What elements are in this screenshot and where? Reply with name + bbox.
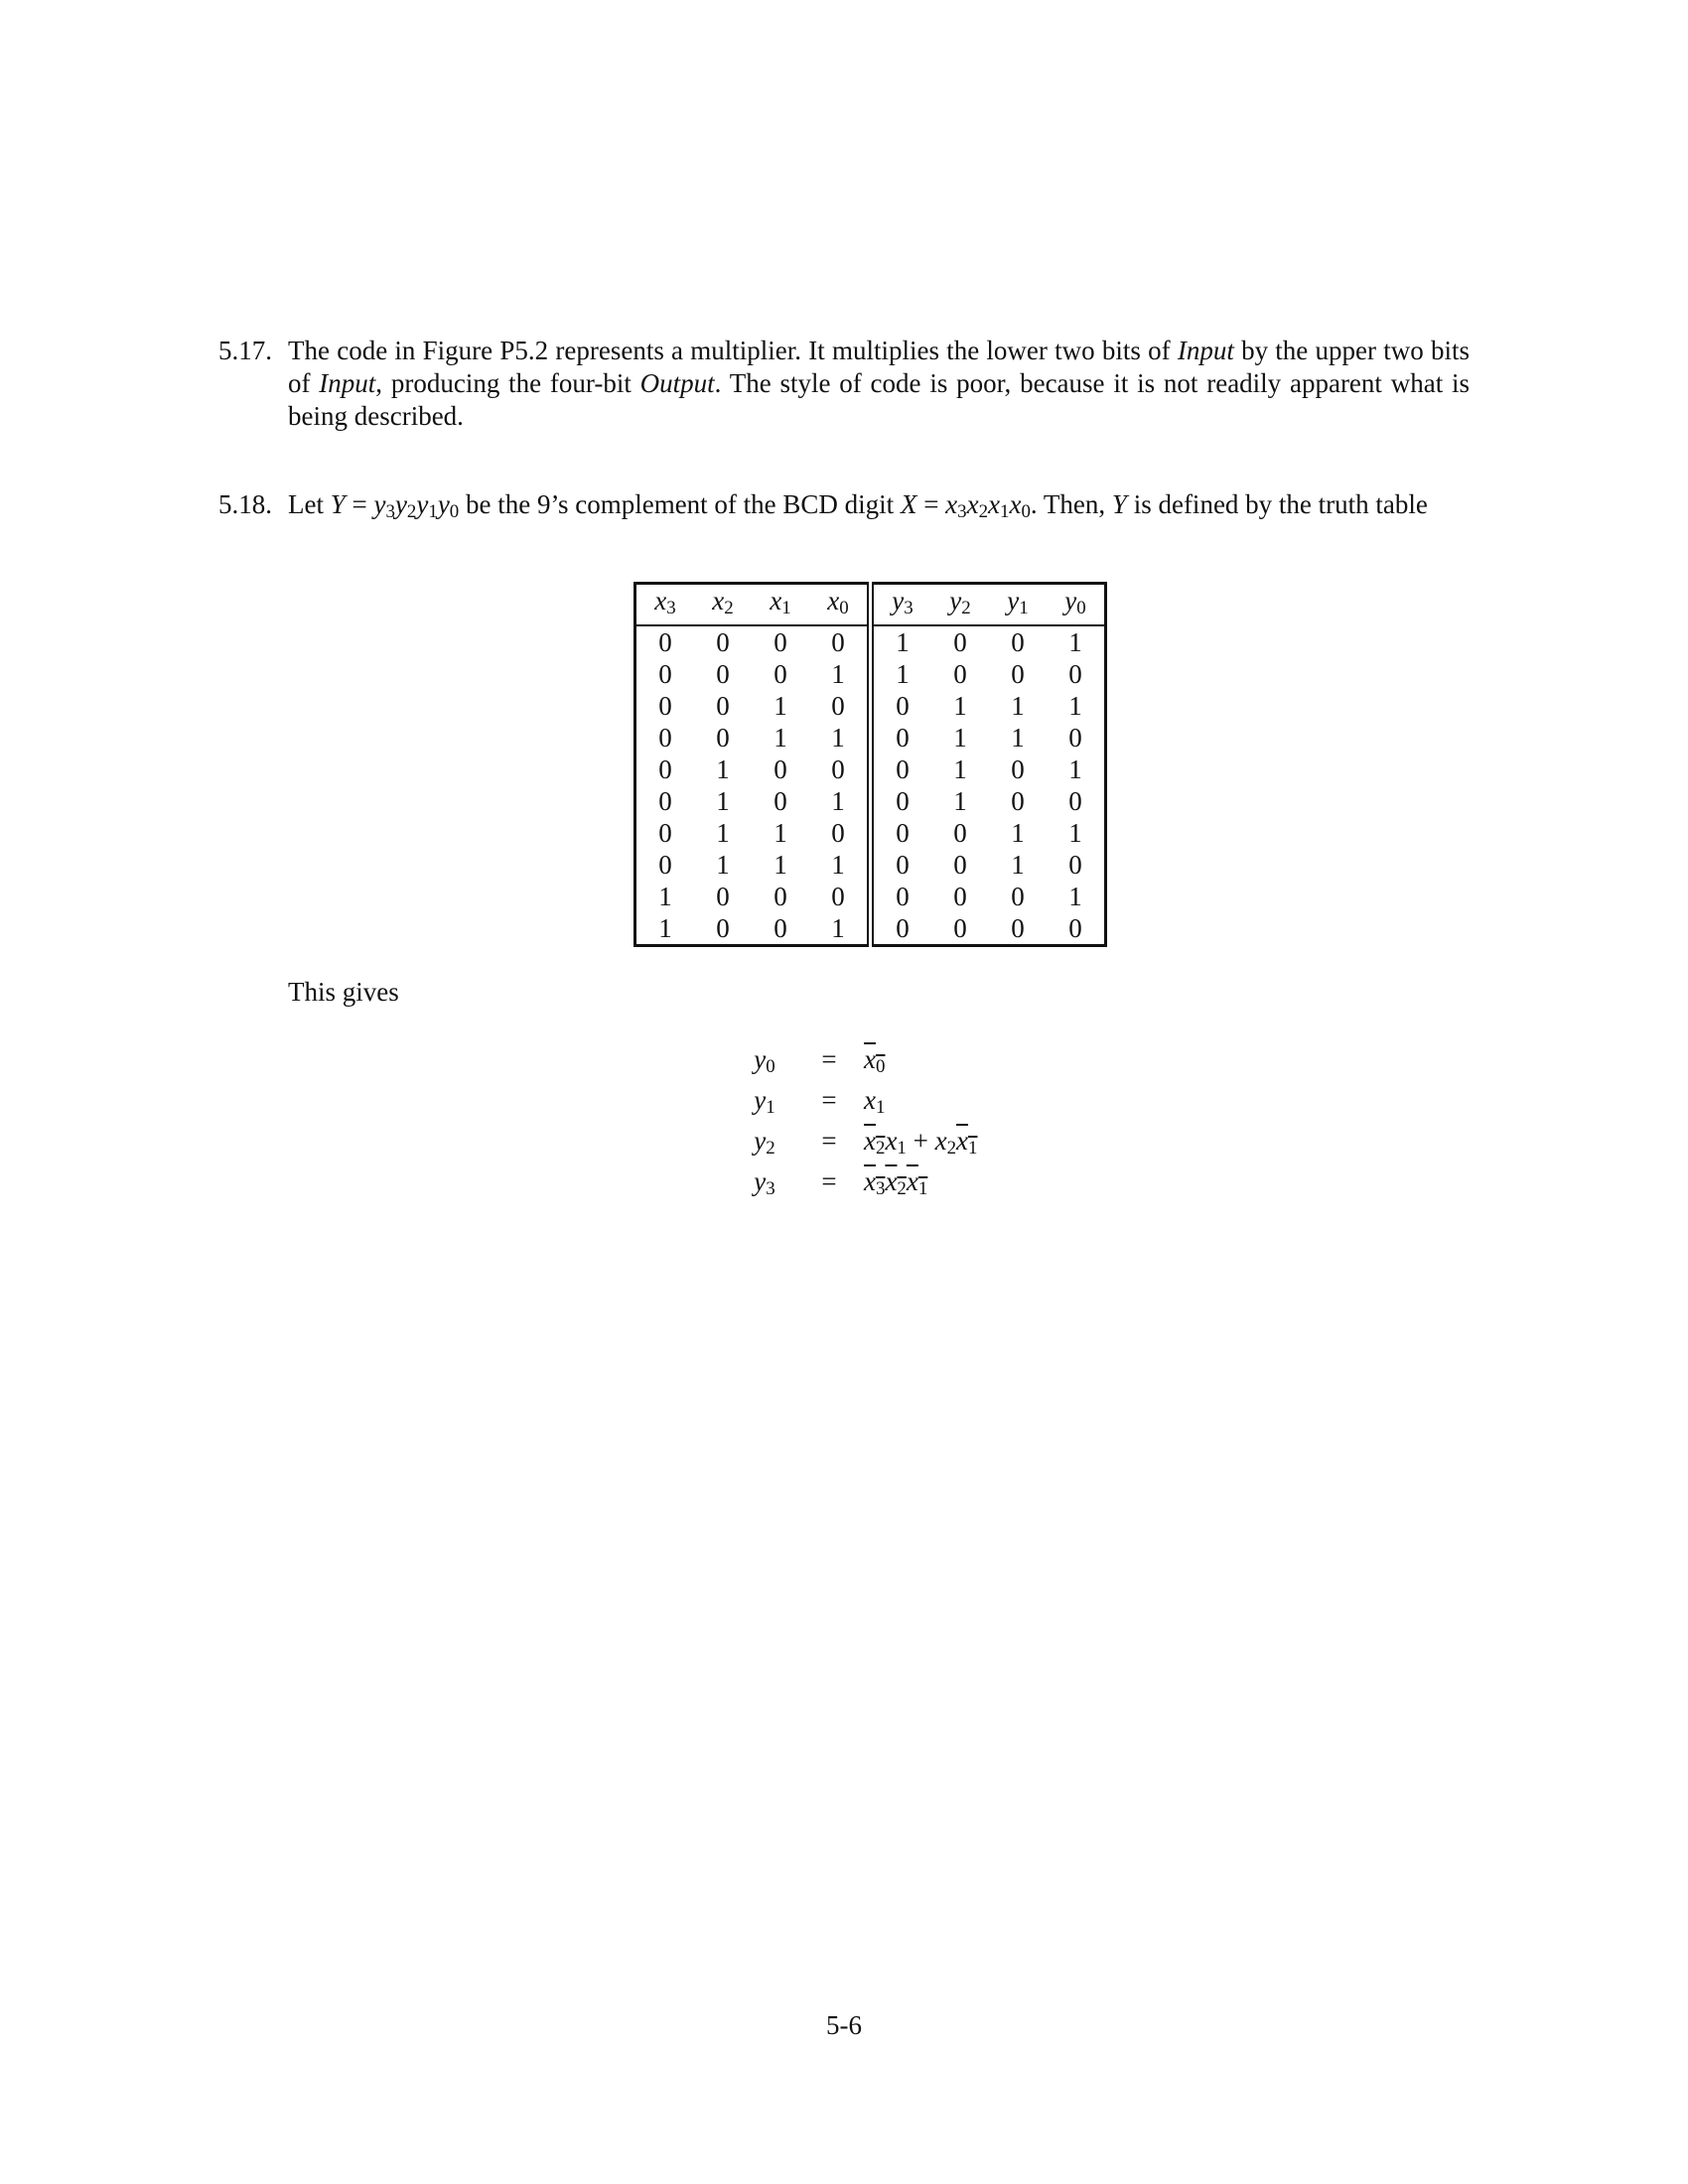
table-cell: 0 bbox=[1011, 627, 1025, 658]
table-cell: 0 bbox=[809, 690, 871, 722]
truth-table bbox=[633, 582, 1107, 947]
table-cell: 0 bbox=[716, 723, 730, 753]
table-row bbox=[635, 690, 1106, 722]
text-run: Let bbox=[288, 489, 331, 519]
math-symbol: x bbox=[864, 1166, 876, 1196]
problem-5-18 bbox=[218, 488, 1470, 528]
math-subscript: 1 bbox=[766, 1097, 775, 1119]
equation-lhs bbox=[735, 1039, 794, 1080]
equals-sign: = bbox=[821, 1044, 837, 1074]
table-cell: 0 bbox=[896, 913, 910, 944]
table-cell: 0 bbox=[896, 691, 910, 722]
math-subscript: 2 bbox=[406, 501, 417, 523]
table-cell: 0 bbox=[774, 882, 787, 912]
math-symbol: x bbox=[966, 489, 979, 519]
math-var bbox=[892, 586, 914, 619]
table-cell: 0 bbox=[658, 659, 672, 690]
equals-sign: = bbox=[821, 1126, 837, 1156]
table-cell: 1 bbox=[896, 659, 910, 690]
math-var bbox=[754, 1166, 775, 1200]
math-var-bar bbox=[864, 1044, 886, 1078]
table-cell: 0 bbox=[953, 850, 967, 881]
table-cell: 0 bbox=[658, 754, 672, 785]
table-row bbox=[635, 849, 1106, 881]
table-row bbox=[635, 785, 1106, 817]
math-subscript: 3 bbox=[385, 501, 395, 523]
table-cell: 0 bbox=[658, 818, 672, 849]
operator: + bbox=[906, 1126, 935, 1156]
table-cell: 1 bbox=[716, 754, 730, 785]
math-var bbox=[1112, 489, 1127, 519]
math-subscript: 3 bbox=[875, 1178, 886, 1200]
math-var-bar bbox=[864, 1126, 886, 1160]
equation-rhs bbox=[864, 1039, 885, 1080]
table-cell: 1 bbox=[809, 785, 871, 817]
math-var bbox=[827, 586, 849, 619]
math-symbol: Y bbox=[1111, 489, 1127, 519]
math-symbol: x bbox=[864, 1044, 876, 1074]
table-cell: 1 bbox=[953, 786, 967, 817]
equation-rhs bbox=[864, 1121, 977, 1161]
column-header bbox=[1047, 584, 1106, 626]
table-row bbox=[635, 658, 1106, 690]
table-cell: 1 bbox=[774, 723, 787, 753]
text-run: by the upper two bits of bbox=[288, 336, 1470, 398]
math-symbol: x bbox=[988, 489, 1001, 519]
math-subscript: 2 bbox=[978, 501, 989, 523]
math-symbol: x bbox=[1009, 489, 1022, 519]
math-var bbox=[949, 586, 971, 619]
this-gives-text: This gives bbox=[288, 977, 399, 1007]
math-var bbox=[437, 489, 460, 523]
math-var bbox=[373, 489, 395, 523]
table-cell: 1 bbox=[809, 722, 871, 753]
math-var bbox=[885, 1126, 907, 1160]
math-symbol: y bbox=[373, 489, 386, 519]
math-var bbox=[901, 489, 917, 519]
equation-row bbox=[735, 1161, 977, 1202]
table-cell: 0 bbox=[896, 723, 910, 753]
table-cell: 0 bbox=[896, 786, 910, 817]
math-subscript: 1 bbox=[428, 501, 438, 523]
table-cell: 0 bbox=[896, 754, 910, 785]
math-subscript: 3 bbox=[904, 598, 914, 619]
equation-lhs bbox=[735, 1161, 794, 1202]
table-cell: 0 bbox=[716, 659, 730, 690]
table-cell: 1 bbox=[1011, 850, 1025, 881]
table-cell: 1 bbox=[809, 912, 871, 946]
table-cell: 1 bbox=[1011, 691, 1025, 722]
table-cell: 0 bbox=[953, 913, 967, 944]
math-symbol: Y bbox=[330, 489, 346, 519]
math-symbol: x bbox=[827, 586, 840, 615]
table-cell: 0 bbox=[1011, 786, 1025, 817]
equation-rhs bbox=[864, 1161, 927, 1202]
problem-number: 5.17. bbox=[218, 336, 272, 365]
math-subscript: 1 bbox=[781, 598, 791, 619]
math-symbol: y bbox=[394, 489, 407, 519]
equation-rhs bbox=[864, 1080, 885, 1121]
math-subscript: 1 bbox=[917, 1178, 928, 1200]
math-symbol: y bbox=[754, 1126, 767, 1156]
table-cell: 1 bbox=[1068, 627, 1082, 658]
table-cell: 0 bbox=[953, 818, 967, 849]
table-cell: 1 bbox=[1068, 882, 1082, 912]
table-cell: 1 bbox=[953, 723, 967, 753]
equation-lhs bbox=[735, 1080, 794, 1121]
table-cell: 1 bbox=[953, 691, 967, 722]
equation-row bbox=[735, 1080, 977, 1121]
table-cell: 0 bbox=[716, 691, 730, 722]
math-symbol: x bbox=[864, 1085, 876, 1115]
table-cell: 0 bbox=[774, 754, 787, 785]
math-subscript: 3 bbox=[957, 501, 967, 523]
table-cell: 0 bbox=[1011, 913, 1025, 944]
text-run: . Then, bbox=[1030, 489, 1112, 519]
table-cell: 1 bbox=[953, 754, 967, 785]
table-cell: 1 bbox=[774, 850, 787, 881]
table-cell: 0 bbox=[1068, 659, 1082, 690]
math-subscript: 1 bbox=[968, 1138, 978, 1160]
table-cell: 1 bbox=[658, 882, 672, 912]
table-cell: 0 bbox=[896, 882, 910, 912]
math-symbol: y bbox=[892, 586, 905, 615]
table-cell: 0 bbox=[658, 627, 672, 658]
italic-term: Input bbox=[1177, 336, 1234, 365]
table-cell: 1 bbox=[1068, 691, 1082, 722]
table-cell: 0 bbox=[1011, 659, 1025, 690]
math-symbol: y bbox=[416, 489, 429, 519]
table-cell: 1 bbox=[1068, 754, 1082, 785]
math-subscript: 3 bbox=[666, 598, 676, 619]
table-row bbox=[635, 753, 1106, 785]
math-symbol: x bbox=[945, 489, 958, 519]
math-var bbox=[394, 489, 417, 523]
math-symbol: y bbox=[1007, 586, 1020, 615]
math-subscript: 0 bbox=[875, 1056, 886, 1078]
math-subscript: 0 bbox=[1021, 501, 1031, 523]
table-row bbox=[635, 817, 1106, 849]
truth-table-container bbox=[633, 582, 1107, 947]
italic-term: Output bbox=[639, 368, 715, 398]
column-header bbox=[635, 584, 695, 626]
math-subscript: 2 bbox=[946, 1138, 957, 1160]
math-subscript: 2 bbox=[766, 1138, 775, 1160]
table-cell: 0 bbox=[1068, 786, 1082, 817]
table-cell: 0 bbox=[1068, 913, 1082, 944]
column-header bbox=[694, 584, 752, 626]
math-subscript: 2 bbox=[875, 1138, 886, 1160]
math-subscript: 0 bbox=[1076, 598, 1086, 619]
math-var bbox=[331, 489, 346, 519]
math-symbol: y bbox=[949, 586, 962, 615]
text-run: . The style of code is poor, because it is not readily apparent what is being described. bbox=[288, 368, 1471, 431]
column-header bbox=[931, 584, 989, 626]
table-row bbox=[635, 912, 1106, 946]
equation-row bbox=[735, 1121, 977, 1161]
math-symbol: y bbox=[754, 1044, 767, 1074]
math-subscript: 0 bbox=[766, 1056, 775, 1078]
table-cell: 1 bbox=[809, 849, 871, 881]
math-symbol: x bbox=[906, 1166, 918, 1196]
column-header bbox=[989, 584, 1047, 626]
text-run: is defined by the truth table bbox=[1126, 489, 1428, 519]
table-cell: 1 bbox=[716, 850, 730, 881]
table-cell: 1 bbox=[716, 786, 730, 817]
math-var-bar bbox=[885, 1166, 907, 1200]
math-var bbox=[654, 586, 676, 619]
table-cell: 0 bbox=[809, 881, 871, 912]
column-header bbox=[871, 584, 932, 626]
table-cell: 0 bbox=[1011, 882, 1025, 912]
table-cell: 0 bbox=[809, 625, 871, 658]
table-cell: 1 bbox=[658, 913, 672, 944]
table-cell: 1 bbox=[774, 818, 787, 849]
math-symbol: x bbox=[654, 586, 667, 615]
table-cell: 0 bbox=[953, 882, 967, 912]
text-run: = bbox=[916, 489, 946, 519]
math-subscript: 2 bbox=[724, 598, 734, 619]
problem-number: 5.18. bbox=[218, 489, 272, 519]
math-subscript: 1 bbox=[875, 1097, 886, 1119]
text-run: be the 9’s complement of the BCD digit bbox=[459, 489, 901, 519]
table-cell: 1 bbox=[1068, 818, 1082, 849]
equation-array bbox=[735, 1039, 977, 1202]
math-subscript: 2 bbox=[897, 1178, 907, 1200]
table-cell: 0 bbox=[953, 659, 967, 690]
math-var bbox=[754, 1044, 775, 1078]
math-var bbox=[945, 489, 967, 523]
problem-text bbox=[288, 488, 1470, 528]
math-symbol: x bbox=[885, 1166, 898, 1196]
math-symbol: x bbox=[934, 1126, 947, 1156]
column-header bbox=[809, 584, 871, 626]
table-cell: 0 bbox=[896, 818, 910, 849]
math-symbol: x bbox=[770, 586, 782, 615]
math-symbol: y bbox=[754, 1166, 767, 1196]
column-header bbox=[752, 584, 809, 626]
table-row bbox=[635, 722, 1106, 753]
text-run: The code in Figure P5.2 represents a multiplier. It multiplies the lower two bits of bbox=[288, 336, 1178, 365]
math-subscript: 3 bbox=[766, 1178, 775, 1200]
page-number: 5-6 bbox=[826, 2010, 862, 2040]
table-row bbox=[635, 881, 1106, 912]
table-cell: 0 bbox=[1068, 850, 1082, 881]
table-cell: 0 bbox=[774, 913, 787, 944]
italic-term: Input bbox=[319, 368, 376, 398]
table-cell: 0 bbox=[1068, 723, 1082, 753]
table-cell: 1 bbox=[1011, 723, 1025, 753]
table-cell: 0 bbox=[716, 913, 730, 944]
equation-row bbox=[735, 1039, 977, 1080]
math-var bbox=[934, 1126, 957, 1160]
table-cell: 1 bbox=[716, 818, 730, 849]
math-var-bar bbox=[906, 1166, 928, 1200]
math-var bbox=[966, 489, 989, 523]
truth-table-header-row bbox=[635, 584, 1106, 626]
table-cell: 0 bbox=[1011, 754, 1025, 785]
math-subscript: 2 bbox=[961, 598, 971, 619]
text-run: = bbox=[345, 489, 374, 519]
table-cell: 0 bbox=[658, 850, 672, 881]
math-var bbox=[712, 586, 734, 619]
table-cell: 0 bbox=[658, 786, 672, 817]
equals-sign: = bbox=[821, 1085, 837, 1115]
math-symbol: x bbox=[712, 586, 725, 615]
table-cell: 0 bbox=[774, 627, 787, 658]
table-cell: 0 bbox=[716, 627, 730, 658]
math-subscript: 0 bbox=[839, 598, 849, 619]
equation-lhs bbox=[735, 1121, 794, 1161]
math-var bbox=[416, 489, 438, 523]
math-subscript: 0 bbox=[449, 501, 460, 523]
math-symbol: x bbox=[885, 1126, 898, 1156]
math-var-bar bbox=[956, 1126, 978, 1160]
math-symbol: x bbox=[864, 1126, 876, 1156]
problem-5-17 bbox=[218, 335, 1470, 433]
table-cell: 0 bbox=[809, 753, 871, 785]
equals-sign: = bbox=[821, 1166, 837, 1196]
math-var bbox=[864, 1085, 886, 1119]
table-cell: 0 bbox=[716, 882, 730, 912]
math-symbol: y bbox=[754, 1085, 767, 1115]
table-cell: 0 bbox=[658, 723, 672, 753]
table-cell: 0 bbox=[658, 691, 672, 722]
math-symbol: X bbox=[900, 489, 917, 519]
math-var bbox=[1007, 586, 1029, 619]
math-symbol: y bbox=[437, 489, 450, 519]
math-subscript: 1 bbox=[1019, 598, 1029, 619]
table-cell: 1 bbox=[896, 627, 910, 658]
table-cell: 0 bbox=[953, 627, 967, 658]
math-var bbox=[1009, 489, 1031, 523]
table-cell: 0 bbox=[809, 817, 871, 849]
table-cell: 0 bbox=[774, 786, 787, 817]
math-subscript: 1 bbox=[897, 1138, 907, 1160]
table-cell: 1 bbox=[774, 691, 787, 722]
math-var-bar bbox=[864, 1166, 886, 1200]
table-cell: 0 bbox=[774, 659, 787, 690]
math-subscript: 1 bbox=[1000, 501, 1010, 523]
math-symbol: x bbox=[956, 1126, 969, 1156]
math-var bbox=[988, 489, 1010, 523]
text-run: , producing the four-bit bbox=[375, 368, 640, 398]
table-cell: 1 bbox=[1011, 818, 1025, 849]
problem-text bbox=[288, 335, 1470, 433]
math-symbol: y bbox=[1064, 586, 1077, 615]
math-var bbox=[1064, 586, 1086, 619]
table-row bbox=[635, 625, 1106, 658]
math-var bbox=[754, 1126, 775, 1160]
math-var bbox=[754, 1085, 775, 1119]
table-cell: 1 bbox=[809, 658, 871, 690]
math-var bbox=[770, 586, 791, 619]
table-cell: 0 bbox=[896, 850, 910, 881]
